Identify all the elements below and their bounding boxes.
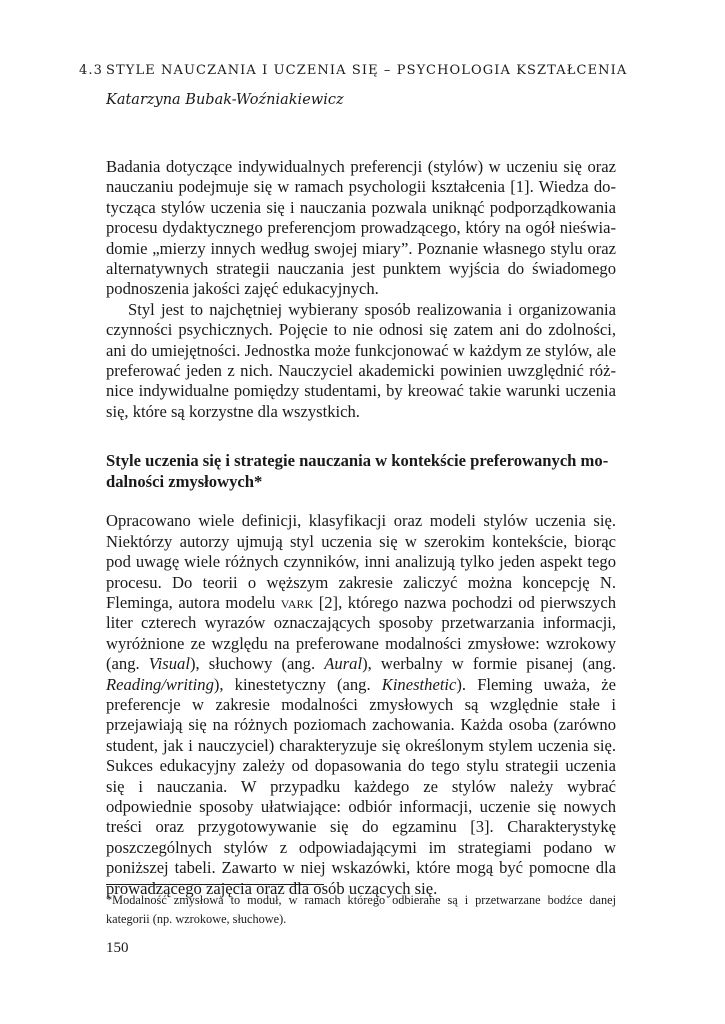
paragraph-3	[106, 511, 616, 899]
paragraph-2: Styl jest to najchętniej wybierany sposób realizowania i organizowania czynności psychicznych. Pojęcie to nie odnosi się zatem ani do zdolności, ani do umiejętności. Jednostka może funkcjonować w każdym ze stylów, ale preferować jeden z nich. Nauczyciel akademicki powinien uwzględnić różnice indywidualne pomiędzy studentami, by kreować takie warunki uczenia się, które są korzystne dla wszystkich.	[106, 299, 616, 421]
page-number: 150	[106, 940, 129, 956]
subheading: Style uczenia się i strategie nauczania w kontekście preferowanych modalności zmysłowych*	[106, 451, 609, 492]
footnote: *Modalność zmysłowa to moduł, w ramach którego odbierane są i przetwarzane bodźce danej kategorii (np. wzrokowe, słuchowe).	[106, 893, 616, 926]
vark-acronym: vark	[280, 592, 314, 612]
footnote-divider	[106, 884, 324, 885]
paragraph-3-part-e: ), kinestetyczny (ang.	[213, 674, 382, 694]
paragraph-1: Badania dotyczące indywidualnych preferencji (stylów) w uczeniu się oraz nauczaniu podejmuje się w ramach psychologii kształcenia [1]. Wiedza dotycząca stylów uczenia się i nauczania pozwala uniknąć podporządkowania procesu dydaktycznego preferencjom prowadzącego, który na ogół nieświadomie „mierzy innych według swojej miary”. Poznanie własnego stylu oraz alternatywnych strategii nauczania jest punktem wyjścia do świadomego podnoszenia jakości zajęć edukacyjnych.	[106, 157, 616, 299]
term-visual: Visual	[148, 654, 190, 674]
term-reading-writing: Reading/writing	[106, 674, 214, 694]
term-kinesthetic: Kinesthetic	[381, 674, 457, 694]
term-aural: Aural	[324, 654, 363, 674]
author-name: Katarzyna Bubak-Woźniakiewicz	[106, 92, 344, 108]
paragraph-3-part-f: ). Fleming uważa, że preferencje w zakresie modalności zmysłowych są względnie stałe i przejawiają się na różnych poziomach zachowania. Każda osoba (zarówno student, jak i nauczyciel) charakteryzuje się określonym stylem uczenia się. Sukces edukacyjny zależy od dopasowania do tego stylu strategii uczenia się i nauczania. W przypadku każdego ze stylów należy wybrać odpowiednie sposoby ułatwiające: odbiór informacji, uczenie się nowych treści oraz przygotowywanie się do egzaminu [3]. Charakterystykę poszczególnych stylów z odpowiadającymi im strategiami podano w poniższej tabeli. Zawarto w niej wskazówki, które mogą być pomocne dla prowadzącego zajęcia oraz dla osób uczących się.	[106, 674, 616, 898]
section-title: STYLE NAUCZANIA I UCZENIA SIĘ – PSYCHOLOGIA KSZTAŁCENIA	[106, 63, 628, 78]
paragraph-3-part-c: ), słuchowy (ang.	[189, 654, 325, 674]
page-content	[79, 62, 628, 899]
running-header	[79, 62, 628, 80]
paragraph-3-part-b: [2], którego nazwa pochodzi od pierwszych liter czterech wyrazów oznaczających sposoby przetwarzania informacji, wyróżnione ze względu na preferowane modalności zmysłowe: wzrokowy (ang.	[106, 592, 616, 674]
paragraph-3-part-a: Opracowano wiele definicji, klasyfikacji oraz modeli stylów uczenia się. Niektórzy autorzy ujmują styl uczenia się w szerokim kontekście, biorąc pod uwagę wiele różnych czynników, inni analizują tylko jeden aspekt tego procesu. Do teorii o węższym zakresie zaliczyć można koncepcję N. Fleminga, autora modelu	[106, 511, 616, 612]
paragraph-3-part-d: ), werbalny w formie pisanej (ang.	[362, 654, 616, 674]
section-number: 4.3	[79, 63, 103, 78]
